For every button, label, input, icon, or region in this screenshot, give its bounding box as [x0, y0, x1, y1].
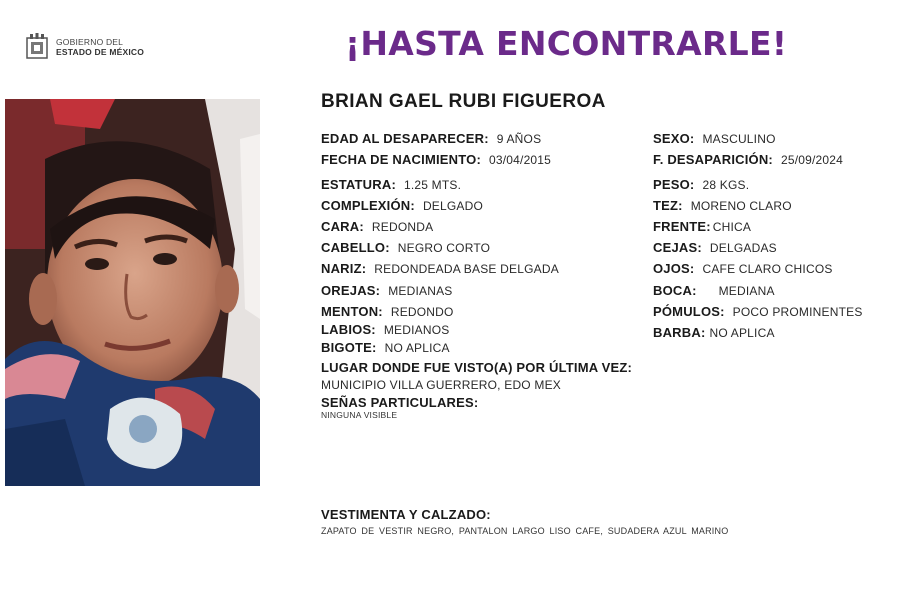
field-weight: [653, 177, 749, 192]
field-value: REDONDEADA BASE DELGADA: [374, 262, 559, 276]
field-value: REDONDA: [371, 220, 434, 234]
field-value: REDONDO: [390, 305, 454, 319]
field-label: NARIZ:: [321, 261, 367, 276]
field-value: MEDIANAS: [388, 284, 453, 298]
marks-heading: [321, 395, 478, 410]
field-label: CABELLO:: [321, 240, 390, 255]
field-nose: [321, 261, 559, 276]
field-label: BOCA:: [653, 283, 697, 298]
field-eyebrows: [653, 240, 777, 255]
field-age: [321, 131, 541, 146]
field-forehead: [653, 219, 751, 234]
field-value: NO APLICA: [384, 341, 450, 355]
last-seen-heading: [321, 360, 632, 375]
field-skin: [653, 198, 792, 213]
field-value: NO APLICA: [709, 326, 775, 340]
person-name: BRIAN GAEL RUBI FIGUEROA: [321, 91, 606, 112]
marks-value: NINGUNA VISIBLE: [321, 410, 398, 420]
field-label: TEZ:: [653, 198, 683, 213]
field-sex: [653, 131, 776, 146]
field-label: PÓMULOS:: [653, 304, 725, 319]
field-cheekbones: [653, 304, 863, 319]
field-label: SEXO:: [653, 131, 695, 146]
field-birth-date: [321, 152, 551, 167]
field-build: [321, 198, 483, 213]
field-beard: [653, 325, 775, 340]
field-label: EDAD AL DESAPARECER:: [321, 131, 489, 146]
field-value: 28 KGS.: [702, 178, 750, 192]
field-eyes: [653, 261, 833, 276]
last-seen-label: LUGAR DONDE FUE VISTO(A) POR ÚLTIMA VEZ:: [321, 360, 633, 375]
field-value: DELGADO: [422, 199, 484, 213]
field-ears: [321, 283, 452, 298]
missing-person-photo: [5, 99, 260, 486]
field-label: LABIOS:: [321, 322, 376, 337]
field-label: FRENTE:: [653, 219, 711, 234]
field-value: CAFE CLARO CHICOS: [702, 262, 833, 276]
field-value: POCO PROMINENTES: [732, 305, 863, 319]
field-label: BARBA:: [653, 325, 706, 340]
coat-of-arms-icon: [24, 32, 50, 62]
field-label: CARA:: [321, 219, 364, 234]
clothing-value: ZAPATO DE VESTIR NEGRO, PANTALON LARGO LISO CAFE, SUDADERA AZUL MARINO: [321, 526, 729, 536]
field-value: DELGADAS: [709, 241, 777, 255]
field-label: MENTON:: [321, 304, 383, 319]
field-lips: [321, 322, 449, 337]
field-label: OREJAS:: [321, 283, 381, 298]
clothing-heading: [321, 507, 491, 522]
field-value: NEGRO CORTO: [397, 241, 491, 255]
field-label: COMPLEXIÓN:: [321, 198, 415, 213]
field-label: OJOS:: [653, 261, 695, 276]
government-logo: [24, 32, 144, 62]
logo-line-1: GOBIERNO DEL: [56, 37, 124, 47]
field-value: MASCULINO: [702, 132, 776, 146]
last-seen-location: MUNICIPIO VILLA GUERRERO, EDO MEX: [321, 378, 561, 392]
field-value: 03/04/2015: [489, 153, 552, 167]
field-value: CHICA: [712, 220, 752, 234]
field-label: ESTATURA:: [321, 177, 396, 192]
field-label: F. DESAPARICIÓN:: [653, 152, 773, 167]
field-label: FECHA DE NACIMIENTO:: [321, 152, 481, 167]
clothing-label: VESTIMENTA Y CALZADO:: [321, 507, 491, 522]
field-label: BIGOTE:: [321, 340, 377, 355]
marks-label: SEÑAS PARTICULARES:: [321, 395, 479, 410]
field-value: MEDIANA: [718, 284, 775, 298]
field-disappearance-date: [653, 152, 843, 167]
logo-line-2: ESTADO DE MÉXICO: [56, 47, 145, 57]
poster-headline: ¡HASTA ENCONTRARLE!: [345, 24, 788, 63]
field-face: [321, 219, 433, 234]
field-label: PESO:: [653, 177, 695, 192]
field-hair: [321, 240, 490, 255]
field-value: MORENO CLARO: [690, 199, 792, 213]
field-value: MEDIANOS: [383, 323, 450, 337]
field-value: 25/09/2024: [780, 153, 844, 167]
field-mouth: [653, 283, 775, 298]
field-label: CEJAS:: [653, 240, 702, 255]
field-value: 1.25 MTS.: [403, 178, 462, 192]
field-height: [321, 177, 461, 192]
field-chin: [321, 304, 454, 319]
field-value: 9 AÑOS: [496, 132, 542, 146]
field-mustache: [321, 340, 450, 355]
